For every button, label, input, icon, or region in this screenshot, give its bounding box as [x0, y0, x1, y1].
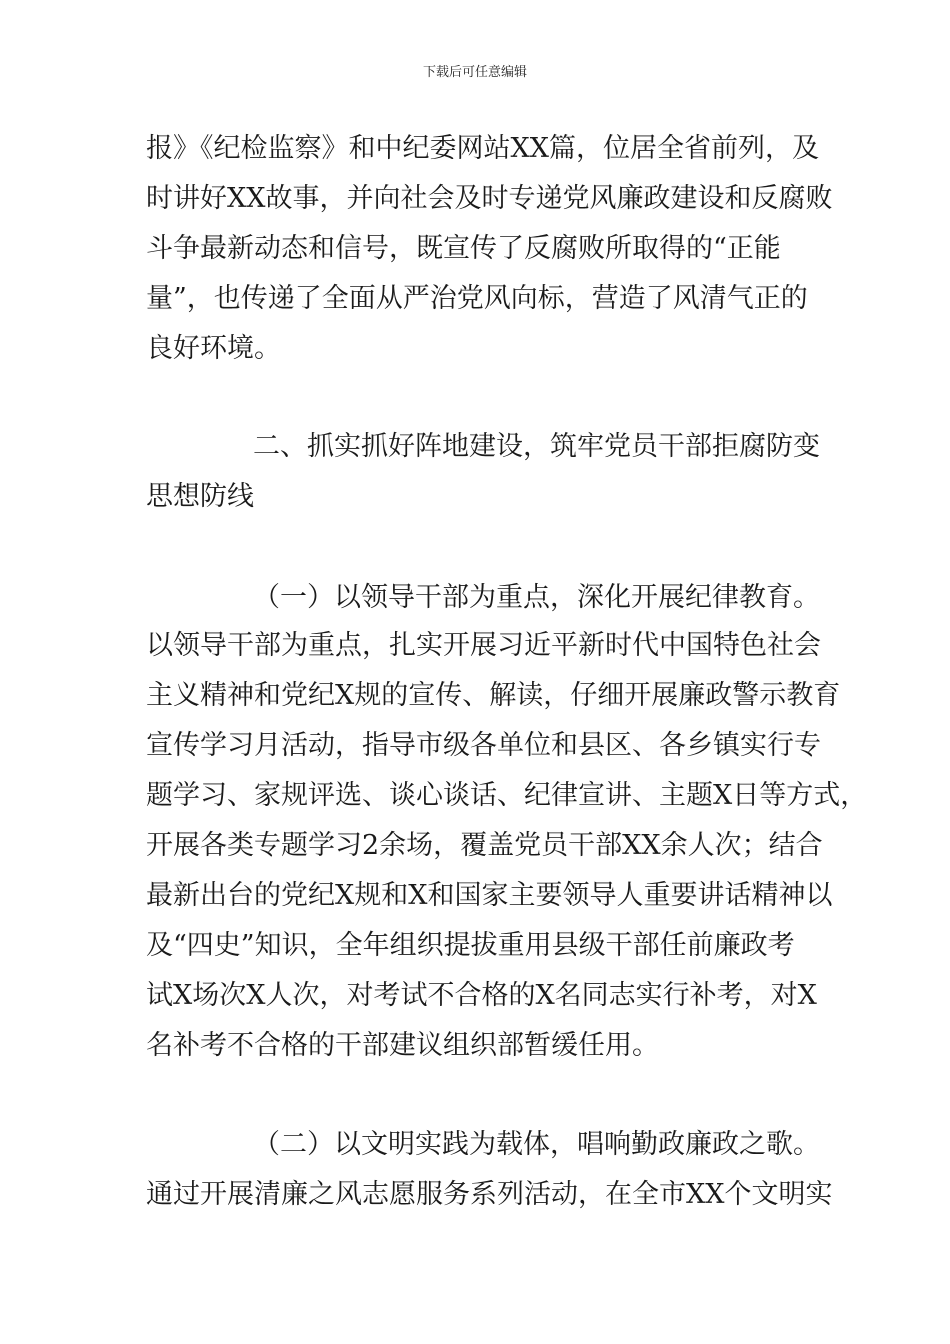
body-text-line: 以领导干部为重点，扎实开展习近平新时代中国特色社会: [146, 630, 821, 661]
body-text-line: 主义精神和党纪X规的宣传、解读，仔细开展廉政警示教育: [146, 680, 841, 711]
body-text-line: 试X场次X人次，对考试不合格的X名同志实行补考，对X: [146, 980, 817, 1011]
body-text-line: 宣传学习月活动，指导市级各单位和县区、各乡镇实行专: [146, 730, 821, 761]
body-text-line: 良好环境。: [146, 333, 281, 364]
body-text-line: 报》《纪检监察》和中纪委网站XX篇，位居全省前列，及: [146, 133, 819, 164]
body-text-line: 及“四史”知识，全年组织提拔重用县级干部任前廉政考: [146, 930, 795, 961]
section-heading-line: 二、抓实抓好阵地建设，筑牢党员干部拒腐防变: [253, 431, 820, 462]
body-text-line: 通过开展清廉之风志愿服务系列活动，在全市XX个文明实: [146, 1179, 833, 1210]
body-text-line: 题学习、家规评选、谈心谈话、纪律宣讲、主题X日等方式，: [146, 780, 868, 811]
body-text-line: 开展各类专题学习2余场，覆盖党员干部XX余人次；结合: [146, 830, 823, 861]
page-header: 下载后可任意编辑: [422, 65, 527, 80]
body-text-line: 量”，也传递了全面从严治党风向标，营造了风清气正的: [146, 283, 808, 314]
body-text-line: 最新出台的党纪X规和X和国家主要领导人重要讲话精神以: [146, 880, 833, 911]
body-text-line: 名补考不合格的干部建议组织部暂缓任用。: [146, 1030, 659, 1061]
section-heading-line: 思想防线: [146, 481, 254, 512]
body-text-line: 时讲好XX故事，并向社会及时专递党风廉政建设和反腐败: [146, 183, 833, 214]
body-text-line: 斗争最新动态和信号，既宣传了反腐败所取得的“正能: [146, 233, 781, 264]
subsection-heading-line: （一）以领导干部为重点，深化开展纪律教育。: [253, 582, 820, 613]
subsection-heading-line: （二）以文明实践为载体，唱响勤政廉政之歌。: [253, 1129, 820, 1160]
